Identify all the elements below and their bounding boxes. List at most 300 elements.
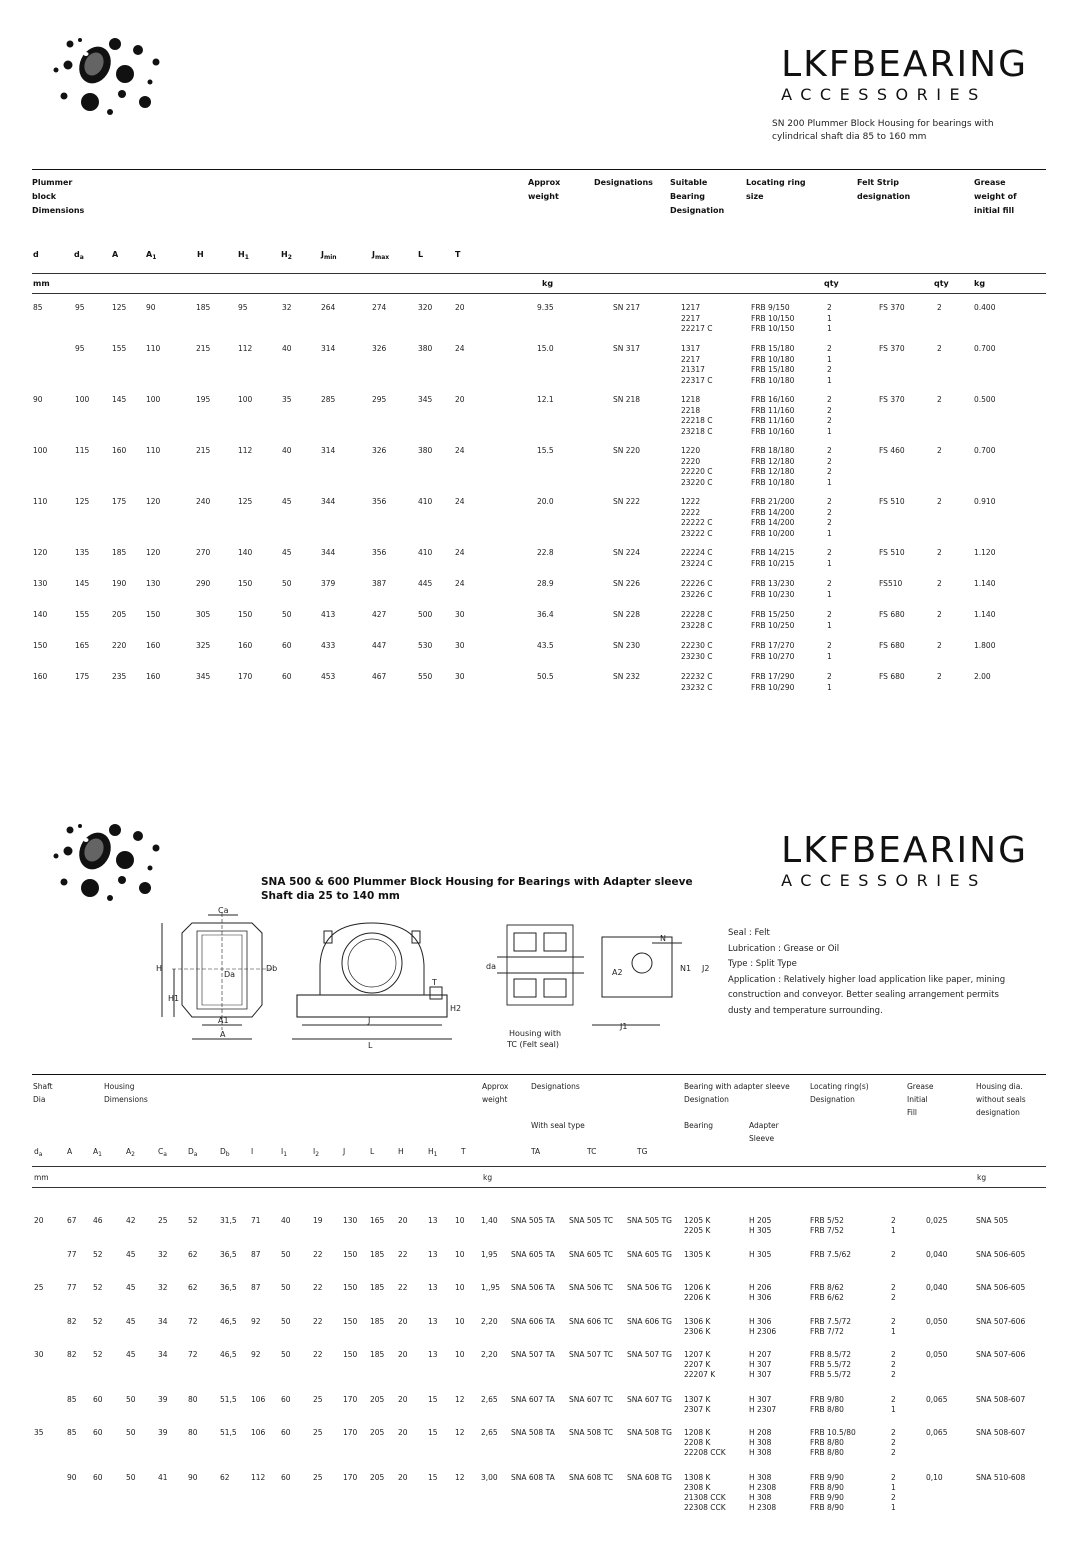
cell-Ca: 34 xyxy=(158,1350,168,1359)
cell-ring-qty: 2 xyxy=(827,456,832,466)
cell-d: 25 xyxy=(34,1283,44,1292)
cell-I2: 25 xyxy=(313,1428,323,1437)
cell-T: 10 xyxy=(455,1317,465,1326)
cell-grease: 0,050 xyxy=(926,1317,948,1326)
cell-bearing: 1207 K xyxy=(684,1350,711,1359)
cell-T: 20 xyxy=(455,303,465,312)
svg-text:L: L xyxy=(368,1041,373,1050)
cell-locating-ring: FRB 10/150 xyxy=(751,324,795,333)
cell-grease: 0,065 xyxy=(926,1395,948,1404)
cell-seal-ta: SNA 508 TA xyxy=(511,1428,555,1437)
cell-housing-dia: SNA 506-605 xyxy=(976,1283,1026,1292)
cell-grease: 0,065 xyxy=(926,1428,948,1437)
cell-seal-ta: SNA 505 TA xyxy=(511,1216,555,1225)
cell-adapter-sleeve: H 208 xyxy=(749,1428,772,1437)
cell-Db: 36,5 xyxy=(220,1283,237,1292)
cell-locating-ring: FRB 15/180 xyxy=(751,365,795,374)
cell-ring-qty: 2 xyxy=(827,365,832,374)
sna-unit-kg-2: kg xyxy=(977,1173,987,1182)
top-rule xyxy=(32,169,1046,170)
svg-text:N1: N1 xyxy=(680,964,692,973)
cell-locating-ring: FRB 14/200 xyxy=(751,507,795,517)
cell-locating-ring: FRB 11/160 xyxy=(751,416,795,425)
cell-bearing: 22222 C xyxy=(681,518,713,527)
cell-seal-tc: SNA 607 TC xyxy=(569,1395,613,1404)
cell-ring-qty: 2 xyxy=(827,497,832,506)
sna-sym-A: A xyxy=(67,1147,73,1156)
cell-J: 150 xyxy=(343,1317,358,1326)
cell-A: 175 xyxy=(112,497,127,506)
cell-bearing: 23218 C xyxy=(681,426,713,436)
cell-A1: 100 xyxy=(146,395,161,404)
cell-Jmin: 285 xyxy=(321,395,336,404)
cell-I1: 50 xyxy=(281,1317,291,1326)
cell-adapter-sleeve: H 308 xyxy=(749,1438,772,1447)
cell-A2: 45 xyxy=(126,1350,136,1359)
cell-weight: 43.5 xyxy=(537,641,554,650)
cell-ring-qty: 2 xyxy=(827,579,832,588)
cell-seal-tg: SNA 505 TG xyxy=(627,1216,672,1225)
cell-bearing: 2217 xyxy=(681,313,701,323)
cell-da: 165 xyxy=(75,641,90,650)
cell-bearing: 22220 C xyxy=(681,467,713,476)
cell-felt-qty: 2 xyxy=(937,610,942,619)
cell-I2: 19 xyxy=(313,1216,323,1225)
cell-locating-ring: FRB 17/290 xyxy=(751,672,795,681)
cell-seal-tc: SNA 506 TC xyxy=(569,1283,613,1292)
cell-housing-dia: SNA 508-607 xyxy=(976,1428,1026,1437)
cell-locating-ring: FRB 9/90 xyxy=(810,1493,844,1502)
cell-locating-ring: FRB 14/200 xyxy=(751,518,795,527)
cell-housing-dia: SNA 508-607 xyxy=(976,1395,1026,1404)
cell-locating-ring: FRB 13/230 xyxy=(751,579,795,588)
svg-text:H2: H2 xyxy=(450,1004,462,1013)
cell-A: 185 xyxy=(112,548,127,557)
sna-header-housing-dia: Housing dia. without seals designation xyxy=(976,1082,1026,1117)
cell-adapter-sleeve: H 308 xyxy=(749,1493,772,1502)
cell-H1: 112 xyxy=(238,344,253,353)
cell-I2: 22 xyxy=(313,1283,323,1292)
cell-felt-strip: FS 370 xyxy=(879,395,905,404)
cell-bearing: 22208 CCK xyxy=(684,1448,726,1457)
cell-ring-qty: 2 xyxy=(827,395,832,404)
cell-bearing: 1307 K xyxy=(684,1395,711,1404)
cell-designation: SN 232 xyxy=(613,672,641,681)
cell-A1: 110 xyxy=(146,344,161,353)
cell-weight: 3,00 xyxy=(481,1473,498,1482)
cell-A2: 50 xyxy=(126,1473,136,1482)
cell-H1: 15 xyxy=(428,1473,438,1482)
cell-L: 205 xyxy=(370,1473,385,1482)
cell-ring-qty: 2 xyxy=(827,344,832,353)
cell-locating-ring: FRB 8/80 xyxy=(810,1438,844,1447)
cell-H: 22 xyxy=(398,1283,408,1292)
cell-bearing: 2217 xyxy=(681,354,701,364)
cell-Jmax: 387 xyxy=(372,579,387,588)
sym-da: $d_a$ xyxy=(74,250,84,261)
cell-ring-qty: 1 xyxy=(827,354,832,364)
sna-sym-TG: TG xyxy=(637,1147,648,1156)
cell-d: 120 xyxy=(33,548,48,557)
sna-units-rule-top xyxy=(32,1166,1046,1167)
cell-L: 380 xyxy=(418,446,433,455)
sna-sym-I: I xyxy=(251,1147,254,1156)
cell-seal-ta: SNA 605 TA xyxy=(511,1250,555,1259)
cell-Da: 80 xyxy=(188,1395,198,1404)
cell-A: 205 xyxy=(112,610,127,619)
cell-J: 170 xyxy=(343,1473,358,1482)
cell-A: 82 xyxy=(67,1350,77,1359)
sna-sym-da: $d_a$ xyxy=(34,1147,43,1158)
cell-A1: 60 xyxy=(93,1473,103,1482)
cell-weight: 50.5 xyxy=(537,672,554,681)
svg-text:N: N xyxy=(660,934,666,943)
cell-A: 155 xyxy=(112,344,127,353)
cell-Da: 72 xyxy=(188,1350,198,1359)
cell-H1: 112 xyxy=(238,446,253,455)
cell-H1: 160 xyxy=(238,641,253,650)
header-designations: Designations xyxy=(594,178,653,187)
cell-locating-ring: FRB 18/180 xyxy=(751,446,795,455)
cell-ring-qty: 2 xyxy=(891,1473,896,1482)
sna-header-locating: Locating ring(s) Designation xyxy=(810,1082,869,1104)
header-plummer: Plummer block Dimensions xyxy=(32,178,85,215)
cell-ring-qty: 1 xyxy=(827,558,832,568)
cell-da: 100 xyxy=(75,395,90,404)
cell-locating-ring: FRB 10/270 xyxy=(751,651,795,661)
cell-Jmax: 427 xyxy=(372,610,387,619)
cell-ring-qty: 1 xyxy=(827,682,832,692)
cell-grease: 0.700 xyxy=(974,344,996,353)
sna-sym-I2: $I_2$ xyxy=(313,1147,320,1158)
cell-T: 12 xyxy=(455,1428,465,1437)
cell-weight: 15.5 xyxy=(537,446,554,455)
svg-text:T: T xyxy=(432,978,437,987)
cell-J: 150 xyxy=(343,1350,358,1359)
cell-ring-qty: 1 xyxy=(827,375,832,385)
cell-bearing: 23222 C xyxy=(681,528,713,538)
cell-locating-ring: FRB 7/72 xyxy=(810,1327,844,1336)
cell-adapter-sleeve: H 307 xyxy=(749,1395,772,1404)
cell-locating-ring: FRB 15/180 xyxy=(751,344,795,353)
cell-I1: 50 xyxy=(281,1283,291,1292)
cell-ring-qty: 2 xyxy=(827,416,832,425)
cell-adapter-sleeve: H 2306 xyxy=(749,1327,777,1336)
sna-top-rule xyxy=(32,1074,1046,1075)
sna-sym-I1: $I_1$ xyxy=(281,1147,288,1158)
cell-grease: 1.800 xyxy=(974,641,996,650)
svg-text:Da: Da xyxy=(224,970,236,979)
sna-sym-TA: TA xyxy=(531,1147,541,1156)
cell-bearing: 21308 CCK xyxy=(684,1493,726,1502)
cell-designation: SN 230 xyxy=(613,641,641,650)
cell-felt-strip: FS 680 xyxy=(879,610,905,619)
cell-ring-qty: 2 xyxy=(827,672,832,681)
cell-seal-ta: SNA 506 TA xyxy=(511,1283,555,1292)
cell-bearing: 22230 C xyxy=(681,641,713,650)
svg-text:da: da xyxy=(486,962,496,971)
cell-locating-ring: FRB 10/230 xyxy=(751,589,795,599)
cell-Jmin: 314 xyxy=(321,344,336,353)
company-logo-2 xyxy=(50,818,160,903)
cell-Ca: 41 xyxy=(158,1473,168,1482)
cell-T: 30 xyxy=(455,610,465,619)
cell-H2: 40 xyxy=(282,344,292,353)
cell-L: 380 xyxy=(418,344,433,353)
cell-locating-ring: FRB 5.5/72 xyxy=(810,1360,852,1369)
cell-seal-ta: SNA 606 TA xyxy=(511,1317,555,1326)
cell-locating-ring: FRB 10/290 xyxy=(751,682,795,692)
cell-A1: 52 xyxy=(93,1283,103,1292)
cell-felt-qty: 2 xyxy=(937,344,942,353)
cell-bearing: 2207 K xyxy=(684,1360,711,1369)
sna-sym-J: J xyxy=(343,1147,346,1156)
cell-H1: 125 xyxy=(238,497,253,506)
cell-locating-ring: FRB 8.5/72 xyxy=(810,1350,852,1359)
cell-locating-ring: FRB 10/180 xyxy=(751,354,795,364)
cell-I1: 40 xyxy=(281,1216,291,1225)
cell-bearing: 2306 K xyxy=(684,1327,711,1336)
cell-bearing: 2307 K xyxy=(684,1405,711,1414)
cell-L: 185 xyxy=(370,1317,385,1326)
cell-bearing: 22226 C xyxy=(681,579,713,588)
cell-bearing: 1208 K xyxy=(684,1428,711,1437)
cell-ring-qty: 2 xyxy=(891,1438,896,1447)
sym-H2: $H_2$ xyxy=(281,250,292,261)
cell-Jmin: 344 xyxy=(321,548,336,557)
cell-grease: 0,10 xyxy=(926,1473,943,1482)
svg-text:A: A xyxy=(220,1030,226,1039)
cell-locating-ring: FRB 15/250 xyxy=(751,610,795,619)
sym-H1: $H_1$ xyxy=(238,250,249,261)
cell-locating-ring: FRB 10/160 xyxy=(751,426,795,436)
cell-bearing: 1220 xyxy=(681,446,701,455)
cell-da: 95 xyxy=(75,303,85,312)
cell-H: 345 xyxy=(196,672,211,681)
cell-locating-ring: FRB 16/160 xyxy=(751,395,795,404)
cell-ring-qty: 2 xyxy=(891,1317,896,1326)
cell-H2: 32 xyxy=(282,303,292,312)
cell-Db: 51,5 xyxy=(220,1395,237,1404)
cell-adapter-sleeve: H 308 xyxy=(749,1473,772,1482)
cell-felt-strip: FS 680 xyxy=(879,672,905,681)
cell-A2: 50 xyxy=(126,1428,136,1437)
cell-Jmin: 453 xyxy=(321,672,336,681)
cell-adapter-sleeve: H 306 xyxy=(749,1317,772,1326)
cell-locating-ring: FRB 10/250 xyxy=(751,620,795,630)
cell-L: 410 xyxy=(418,548,433,557)
cell-Da: 72 xyxy=(188,1317,198,1326)
cell-L: 320 xyxy=(418,303,433,312)
cell-H1: 15 xyxy=(428,1428,438,1437)
cell-A1: 160 xyxy=(146,672,161,681)
cell-I1: 50 xyxy=(281,1350,291,1359)
cell-I: 92 xyxy=(251,1317,261,1326)
cell-bearing: 1306 K xyxy=(684,1317,711,1326)
svg-text:H: H xyxy=(156,964,163,973)
cell-H2: 40 xyxy=(282,446,292,455)
cell-bearing: 23232 C xyxy=(681,682,713,692)
cell-A2: 50 xyxy=(126,1395,136,1404)
sna-sym-Ca: $C_a$ xyxy=(158,1147,167,1158)
cell-felt-strip: FS 680 xyxy=(879,641,905,650)
cell-bearing: 22232 C xyxy=(681,672,713,681)
cell-seal-ta: SNA 607 TA xyxy=(511,1395,555,1404)
cell-locating-ring: FRB 10.5/80 xyxy=(810,1428,856,1437)
cell-locating-ring: FRB 8/80 xyxy=(810,1405,844,1414)
sym-A: A xyxy=(112,250,119,259)
cell-A: 85 xyxy=(67,1428,77,1437)
cell-bearing: 23228 C xyxy=(681,620,713,630)
cell-I2: 22 xyxy=(313,1317,323,1326)
cell-seal-tc: SNA 608 TC xyxy=(569,1473,613,1482)
cell-Db: 51,5 xyxy=(220,1428,237,1437)
cell-A2: 45 xyxy=(126,1283,136,1292)
sna-header-seal-type: With seal type xyxy=(531,1121,585,1130)
cell-I1: 60 xyxy=(281,1473,291,1482)
unit-mm: mm xyxy=(33,279,50,288)
cell-H: 305 xyxy=(196,610,211,619)
cell-H1: 13 xyxy=(428,1216,438,1225)
cell-ring-qty: 2 xyxy=(891,1493,896,1502)
cell-H1: 13 xyxy=(428,1250,438,1259)
cell-A: 67 xyxy=(67,1216,77,1225)
cell-I2: 25 xyxy=(313,1473,323,1482)
cell-d: 30 xyxy=(34,1350,44,1359)
cell-Ca: 39 xyxy=(158,1395,168,1404)
cell-I: 106 xyxy=(251,1395,266,1404)
cell-I: 92 xyxy=(251,1350,261,1359)
cell-adapter-sleeve: H 306 xyxy=(749,1293,772,1302)
cell-seal-tg: SNA 606 TG xyxy=(627,1317,672,1326)
cell-designation: SN 317 xyxy=(613,344,641,353)
cell-T: 24 xyxy=(455,579,465,588)
cell-d: 20 xyxy=(34,1216,44,1225)
cell-housing-dia: SNA 507-606 xyxy=(976,1350,1026,1359)
cell-Da: 52 xyxy=(188,1216,198,1225)
cell-A: 145 xyxy=(112,395,127,404)
housing-drawing xyxy=(152,905,720,1055)
cell-T: 20 xyxy=(455,395,465,404)
cell-bearing: 22224 C xyxy=(681,548,713,557)
cell-locating-ring: FRB 12/180 xyxy=(751,467,795,476)
cell-da: 175 xyxy=(75,672,90,681)
cell-H: 240 xyxy=(196,497,211,506)
cell-Jmin: 379 xyxy=(321,579,336,588)
cell-bearing: 22217 C xyxy=(681,324,713,333)
cell-ring-qty: 2 xyxy=(827,467,832,476)
cell-adapter-sleeve: H 305 xyxy=(749,1226,772,1235)
cell-grease: 1.140 xyxy=(974,579,996,588)
cell-ring-qty: 2 xyxy=(827,446,832,455)
cell-H: 20 xyxy=(398,1428,408,1437)
cell-bearing: 23224 C xyxy=(681,558,713,568)
cell-grease: 1.120 xyxy=(974,548,996,557)
cell-H: 185 xyxy=(196,303,211,312)
cell-ring-qty: 1 xyxy=(827,324,832,333)
header-approx-weight: Approx weight xyxy=(528,178,561,201)
cell-seal-tc: SNA 505 TC xyxy=(569,1216,613,1225)
cell-I1: 60 xyxy=(281,1395,291,1404)
cell-locating-ring: FRB 11/160 xyxy=(751,405,795,415)
cell-d: 100 xyxy=(33,446,48,455)
cell-H: 22 xyxy=(398,1250,408,1259)
sym-H: H xyxy=(197,250,204,259)
cell-A: 190 xyxy=(112,579,127,588)
cell-T: 24 xyxy=(455,344,465,353)
cell-ring-qty: 2 xyxy=(827,303,832,312)
cell-weight: 1,40 xyxy=(481,1216,498,1225)
cell-Jmax: 356 xyxy=(372,548,387,557)
cell-H2: 50 xyxy=(282,579,292,588)
sna-units-rule-bottom xyxy=(32,1187,1046,1188)
cell-A1: 60 xyxy=(93,1428,103,1437)
cell-bearing: 1305 K xyxy=(684,1250,711,1259)
cell-Db: 36,5 xyxy=(220,1250,237,1259)
cell-H1: 13 xyxy=(428,1317,438,1326)
cell-H: 20 xyxy=(398,1216,408,1225)
cell-A1: 90 xyxy=(146,303,156,312)
units-rule-top xyxy=(32,273,1046,274)
cell-bearing: 1218 xyxy=(681,395,701,404)
cell-H: 20 xyxy=(398,1473,408,1482)
cell-da: 95 xyxy=(75,344,85,353)
sna-header-shaft: Shaft Dia xyxy=(33,1082,53,1104)
cell-ring-qty: 2 xyxy=(827,405,832,415)
cell-designation: SN 228 xyxy=(613,610,641,619)
cell-A1: 160 xyxy=(146,641,161,650)
cell-A1: 130 xyxy=(146,579,161,588)
cell-ring-qty: 2 xyxy=(891,1350,896,1359)
cell-J: 150 xyxy=(343,1283,358,1292)
cell-weight: 36.4 xyxy=(537,610,554,619)
cell-bearing: 22207 K xyxy=(684,1370,716,1379)
cell-weight: 15.0 xyxy=(537,344,554,353)
sna-header-weight: Approx weight xyxy=(482,1082,509,1104)
cell-H: 270 xyxy=(196,548,211,557)
cell-Jmax: 356 xyxy=(372,497,387,506)
sna-sym-H1: $H_1$ xyxy=(428,1147,438,1158)
cell-da: 115 xyxy=(75,446,90,455)
cell-Ca: 32 xyxy=(158,1250,168,1259)
cell-designation: SN 218 xyxy=(613,395,641,404)
cell-felt-qty: 2 xyxy=(937,303,942,312)
cell-ring-qty: 2 xyxy=(891,1448,896,1457)
cell-d: 130 xyxy=(33,579,48,588)
cell-seal-tg: SNA 605 TG xyxy=(627,1250,672,1259)
cell-weight: 1,,95 xyxy=(481,1283,501,1292)
cell-J: 170 xyxy=(343,1395,358,1404)
unit-qty-ring: qty xyxy=(824,279,839,288)
cell-locating-ring: FRB 6/62 xyxy=(810,1293,844,1302)
cell-H2: 45 xyxy=(282,548,292,557)
cell-locating-ring: FRB 9/80 xyxy=(810,1395,844,1404)
cell-T: 10 xyxy=(455,1216,465,1225)
cell-H2: 45 xyxy=(282,497,292,506)
cell-adapter-sleeve: H 206 xyxy=(749,1283,772,1292)
cell-seal-tg: SNA 607 TG xyxy=(627,1395,672,1404)
cell-Db: 46,5 xyxy=(220,1350,237,1359)
cell-Da: 62 xyxy=(188,1250,198,1259)
cell-H: 215 xyxy=(196,344,211,353)
cell-grease: 2.00 xyxy=(974,672,991,681)
cell-locating-ring: FRB 5.5/72 xyxy=(810,1370,852,1379)
cell-seal-ta: SNA 507 TA xyxy=(511,1350,555,1359)
cell-A1: 120 xyxy=(146,548,161,557)
cell-adapter-sleeve: H 308 xyxy=(749,1448,772,1457)
cell-felt-strip: FS510 xyxy=(879,579,903,588)
cell-Jmax: 326 xyxy=(372,344,387,353)
